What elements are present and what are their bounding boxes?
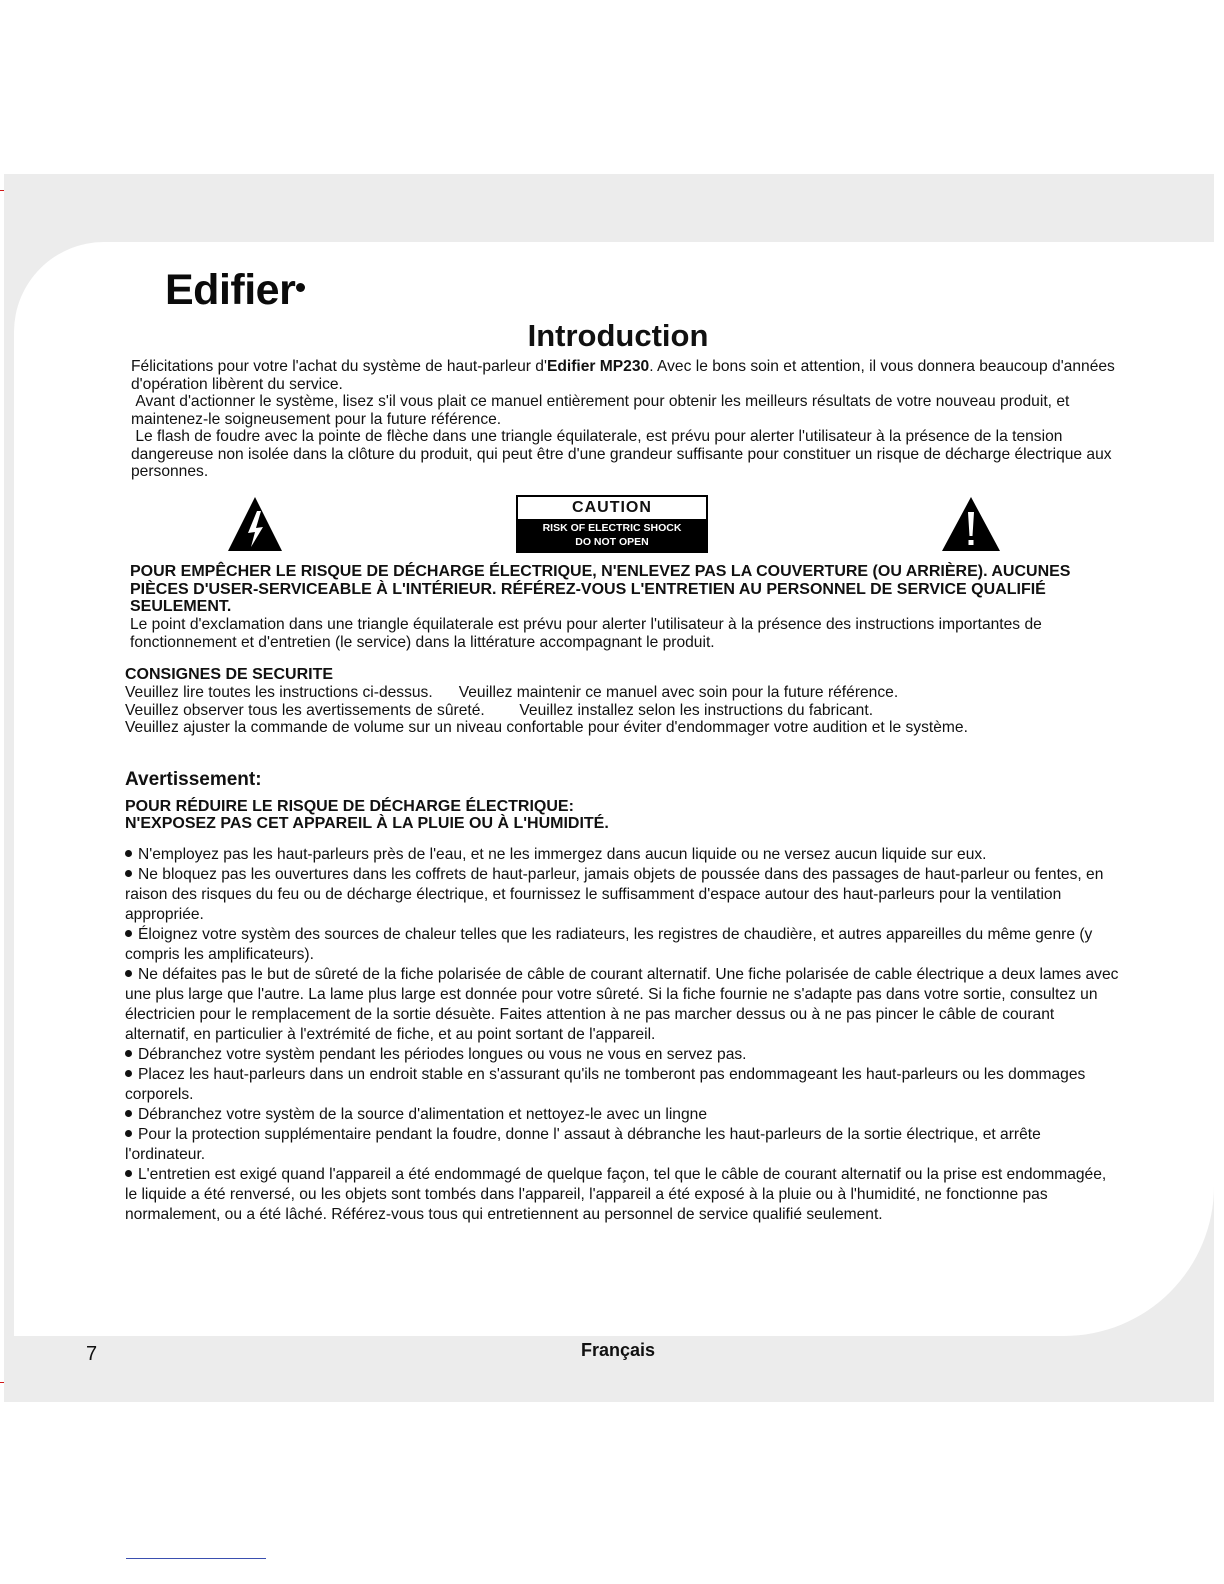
intro-text — [131, 358, 1121, 481]
list-item: Ne bloquez pas les ouvertures dans les coffrets de haut-parleur, jamais objets de poussée dans des passages de haut-parleur ou fentes, en raison des risques du feu ou de décharge électrique, et fournissez le suffisamment d'espace autour des haut-parleurs pour la ventilation appropriée. — [125, 866, 1104, 923]
bottom-rule — [126, 1558, 266, 1559]
lightning-triangle-icon — [226, 495, 284, 553]
avertissement-subheading — [125, 798, 609, 832]
list-item: Ne défaites pas le but de sûreté de la fiche polarisée de câble de courant alternatif. Une fiche polarisée de cable électrique a deux lames avec une plus large que l'autre. La lame plus large est donnée pour votre sûreté. Si la fiche fournie ne s'adapte pas dans votre sortie, consultez un électricien pour le remplacement de la sortie désuète. Faites attention à ne pas marcher dessus ou à ne pas pincer le câble de courant alternatif, en particulier à l'extrémité de fiche, et au point sortant de l'appareil. — [125, 966, 1119, 1043]
safety-line-1: Veuillez lire toutes les instructions ci-dessus. Veuillez maintenir ce manuel avec soin pour la future référence. — [125, 684, 899, 701]
exclamation-explanation: Le point d'exclamation dans une triangle équilaterale est prévu pour alerter l'utilisateur à la présence des instructions importantes de fonctionnement et d'entretien (le service) dans la littérature accompagnant le produit. — [130, 616, 1042, 651]
warning-bullet-list — [125, 845, 1121, 1225]
list-item: Débranchez votre systèm pendant les périodes longues ou vous ne vous en servez pas. — [125, 1045, 1121, 1065]
brand-logo: Edifier — [165, 266, 305, 315]
safety-heading: CONSIGNES DE SECURITE — [125, 666, 334, 683]
safety-line-2: Veuillez observer tous les avertissements de sûreté. Veuillez installez selon les instructions du fabricant. — [125, 701, 874, 719]
list-item: Éloignez votre systèm des sources de chaleur telles que les radiateurs, les registres de chaudière, et autres appareilles du même genre (y compris les amplificateurs). — [125, 926, 1093, 963]
list-item: N'employez pas les haut-parleurs près de l'eau, et ne les immergez dans aucun liquide ou ne versez aucun liquide sur eux. — [125, 845, 1121, 865]
intro-paragraph-2: Avant d'actionner le système, lisez s'il vous plait ce manuel entièrement pour obtenir les meilleurs résultats de votre nouveau produit, et maintenez-le soigneusement pour la future référence. — [131, 393, 1070, 428]
safety-line-3: Veuillez ajuster la commande de volume sur un niveau confortable pour éviter d'endommager votre audition et le système. — [125, 719, 968, 736]
bullet-icon — [125, 930, 132, 937]
bullet-icon — [125, 1170, 132, 1177]
caution-subtext — [518, 519, 706, 551]
logo-dot — [296, 283, 305, 292]
bullet-icon — [125, 870, 132, 877]
exclamation-triangle-icon — [940, 495, 1002, 553]
page-number: 7 — [86, 1343, 98, 1365]
bullet-icon — [125, 970, 132, 977]
safety-instructions — [125, 684, 1125, 737]
caution-label — [516, 495, 708, 553]
bullet-icon — [125, 1110, 132, 1117]
caution-line-1: RISK OF ELECTRIC SHOCK — [542, 522, 682, 534]
bullet-icon — [125, 1130, 132, 1137]
avertissement-line-1: POUR RÉDUIRE LE RISQUE DE DÉCHARGE ÉLECTRIQUE: — [125, 798, 574, 815]
list-item: L'entretien est exigé quand l'appareil a été endommagé de quelque façon, tel que le câble de courant alternatif ou la prise est endommagée, le liquide a été renversé, ou les objets sont tombés dans l'appareil, l'appareil a été exposé à la pluie ou à l'humidité, ne fonctionne pas normalement, ou a été lâché. Référez-vous tous qui entretiennent au personnel de service qualifié seulement. — [125, 1166, 1107, 1223]
caution-title: CAUTION — [572, 499, 652, 516]
page-title: Introduction — [527, 318, 709, 353]
shock-warning-caps: POUR EMPÊCHER LE RISQUE DE DÉCHARGE ÉLECTRIQUE, N'ENLEVEZ PAS LA COUVERTURE (OU ARRIÈRE). AUCUNES PIÈCES D'USER-SERVICEABLE À L'INTÉRIEUR. RÉFÉREZ-VOUS L'ENTRETIEN AU PERSONNEL DE SERVICE QUALIFIÉ SEULEMENT. — [130, 563, 1071, 615]
footer-language: Français — [580, 1340, 656, 1360]
caution-line-2: DO NOT OPEN — [575, 536, 649, 548]
list-item: Pour la protection supplémentaire pendant la foudre, donne l' assaut à débranche les haut-parleurs de la sortie électrique, et arrête l'ordinateur. — [125, 1126, 1041, 1163]
avertissement-line-2: N'EXPOSEZ PAS CET APPAREIL À LA PLUIE OU À L'HUMIDITÉ. — [125, 815, 609, 832]
avertissement-heading: Avertissement: — [125, 769, 262, 790]
list-item: Débranchez votre systèm de la source d'alimentation et nettoyez-le avec un lingne — [125, 1105, 1121, 1125]
bullet-icon — [125, 850, 132, 857]
bullet-icon — [125, 1070, 132, 1077]
intro-paragraph-1: Félicitations pour votre l'achat du système de haut-parleur d'Edifier MP230. Avec le bons soin et attention, il vous donnera beaucoup d'années d'opération libèrent du service. — [131, 358, 1115, 393]
bullet-icon — [125, 1050, 132, 1057]
intro-paragraph-3: Le flash de foudre avec la pointe de flèche dans une triangle équilaterale, est prévu pour alerter l'utilisateur à la présence de la tension dangereuse non isolée dans la clôture du produit, qui peut être d'une grandeur suffisante pour constituer un risque de décharge électrique aux personnes. — [131, 428, 1112, 480]
list-item: Placez les haut-parleurs dans un endroit stable en s'assurant qu'ils ne tomberont pas endommageant les haut-parleurs ou les dommages corporels. — [125, 1066, 1086, 1103]
